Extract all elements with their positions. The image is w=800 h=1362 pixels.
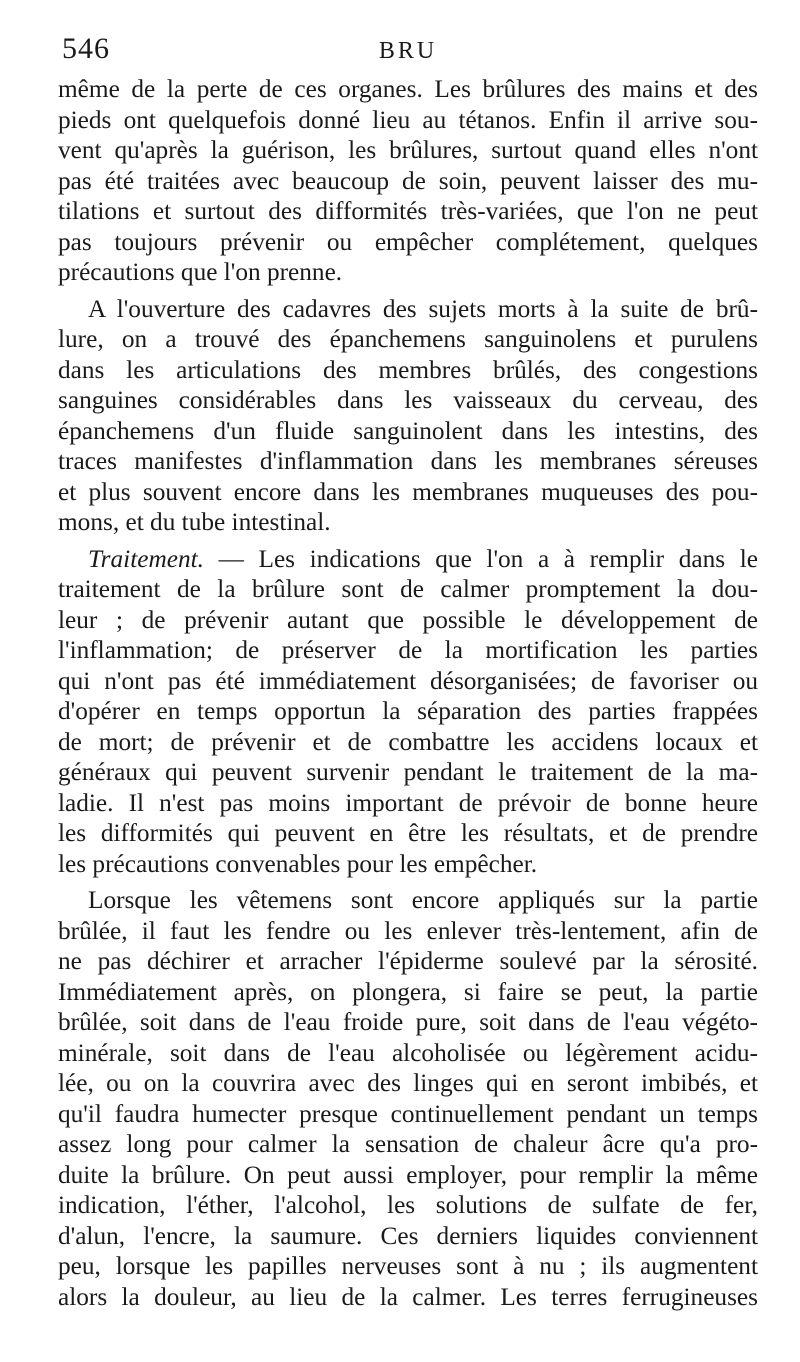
text-line: Immédiatement après, on plongera, si faire se peut, la partie <box>58 977 758 1006</box>
text-line: de mort; de prévenir et de combattre les accidens locaux et <box>58 727 758 756</box>
text-line: pas toujours prévenir ou empêcher complétement, quelques <box>58 227 758 256</box>
text-line: mons, et du tube intestinal. <box>58 508 331 536</box>
text-run: — Les indications que l'on a à remplir dans le <box>203 544 758 573</box>
text-line: les difformités qui peuvent en être les résultats, et de prendre <box>58 819 758 847</box>
paragraph-3 <box>58 544 758 880</box>
text-line: peu, lorsque les papilles nerveuses sont à nu ; ils augmentent <box>58 1252 758 1280</box>
text-line: traitement de la brûlure sont de calmer promptement la dou- <box>58 575 758 603</box>
section-heading: Traitement. <box>88 544 204 573</box>
page-number: 546 <box>62 32 110 65</box>
text-line: d'alun, l'encre, la saumure. Ces derniers liquides conviennent <box>58 1221 758 1250</box>
text-line: pieds ont quelquefois donné lieu au tétanos. Enfin il arrive sou- <box>58 105 758 134</box>
text-line: leur ; de prévenir autant que possible le développement de <box>58 605 758 634</box>
paragraph-4 <box>58 885 758 1312</box>
text-line: même de la perte de ces organes. Les brûlures des mains et des <box>58 75 758 103</box>
text-line: qui n'ont pas été immédiatement désorganisées; de favoriser ou <box>58 666 758 695</box>
text-line: et plus souvent encore dans les membranes muqueuses des pou- <box>58 477 758 506</box>
paragraph-1 <box>58 74 758 288</box>
text-line: brûlée, soit dans de l'eau froide pure, soit dans de l'eau végéto- <box>58 1008 758 1036</box>
text-line: lure, on a trouvé des épanchemens sanguinolens et purulens <box>58 325 758 353</box>
text-line: qu'il faudra humecter presque continuellement pendant un temps <box>58 1099 758 1128</box>
text-line: généraux qui peuvent survenir pendant le traitement de la ma- <box>58 758 758 786</box>
text-line: ladie. Il n'est pas moins important de prévoir de bonne heure <box>58 788 758 817</box>
text-line: lée, ou on la couvrira avec des linges qui en seront imbibés, et <box>58 1069 758 1097</box>
text-line: A l'ouverture des cadavres des sujets morts à la suite de brû- <box>88 294 758 323</box>
text-line: sanguines considérables dans les vaisseaux du cerveau, des <box>58 386 758 414</box>
text-line: brûlée, il faut les fendre ou les enlever très-lentement, afin de <box>58 916 758 945</box>
text-line <box>58 544 758 575</box>
text-line: Lorsque les vêtemens sont encore appliqués sur la partie <box>88 886 758 914</box>
text-line: tilations et surtout des difformités très-variées, que l'on ne peut <box>58 197 758 225</box>
text-line: précautions que l'on prenne. <box>58 258 343 286</box>
text-line: pas été traitées avec beaucoup de soin, peuvent laisser des mu- <box>58 166 758 195</box>
text-line: l'inflammation; de préserver de la mortification les parties <box>58 636 758 664</box>
text-line: dans les articulations des membres brûlés, des congestions <box>58 355 758 384</box>
text-line: minérale, soit dans de l'eau alcoholisée ou légèrement acidu- <box>58 1038 758 1067</box>
running-head <box>58 30 758 74</box>
book-page <box>58 30 758 1312</box>
running-title: BRU <box>378 38 438 64</box>
text-line: vent qu'après la guérison, les brûlures, surtout quand elles n'ont <box>58 136 758 164</box>
text-line: épanchemens d'un fluide sanguinolent dans les intestins, des <box>58 416 758 445</box>
text-line: les précautions convenables pour les empêcher. <box>58 849 538 878</box>
paragraph-2 <box>58 294 758 538</box>
text-line: traces manifestes d'inflammation dans les membranes séreuses <box>58 447 758 475</box>
text-line: indication, l'éther, l'alcohol, les solutions de sulfate de fer, <box>58 1191 758 1219</box>
text-line: assez long pour calmer la sensation de chaleur âcre qu'a pro- <box>58 1130 758 1158</box>
text-line: ne pas déchirer et arracher l'épiderme soulevé par la sérosité. <box>58 947 758 975</box>
text-line: alors la douleur, au lieu de la calmer. Les terres ferrugineuses <box>58 1282 758 1311</box>
text-line: duite la brûlure. On peut aussi employer, pour remplir la même <box>58 1160 758 1189</box>
text-line: d'opérer en temps opportun la séparation des parties frappées <box>58 697 758 725</box>
